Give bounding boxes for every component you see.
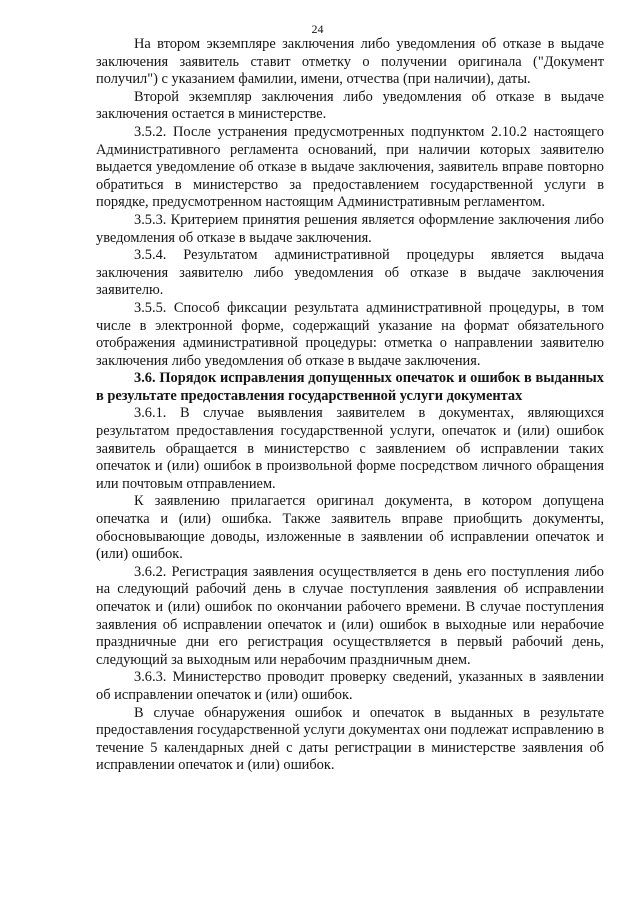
paragraph: 3.6.2. Регистрация заявления осуществляется в день его поступления либо на следующий рабочий день в случае поступления заявления об исправлении опечаток и (или) ошибок по окончании рабочего времени. В случае поступления заявления об исправлении опечаток и (или) ошибок в выходные или нерабочие праздничные дни его регистрация осуществляется в первый рабочий день, следующий за выходным или нерабочим праздничным днем. [96,563,604,668]
paragraph: В случае обнаружения ошибок и опечаток в выданных в результате предоставления государственной услуги документах они подлежат исправлению в течение 5 календарных дней с даты регистрации в министерстве заявления об исправлении опечаток и (или) ошибок. [96,704,604,774]
paragraph: 3.5.3. Критерием принятия решения является оформление заключения либо уведомления об отказе в выдаче заключения. [96,211,604,246]
paragraph: 3.5.2. После устранения предусмотренных подпунктом 2.10.2 настоящего Административного регламента оснований, при наличии которых заявителю выдается уведомление об отказе в выдаче заключения, заявитель вправе повторно обратиться в министерство за предоставлением государственной услуги в порядке, предусмотренном настоящим Административным регламентом. [96,123,604,211]
page-number: 24 [311,22,324,36]
section-heading: 3.6. Порядок исправления допущенных опечаток и ошибок в выданных в результате предоставления государственной услуги документах [96,370,604,404]
document-body [96,36,604,775]
paragraph: 3.5.5. Способ фиксации результата административной процедуры, в том числе в электронной форме, содержащий указание на формат обязательного отображения административной процедуры: отметка о направлении заявителю заключения либо уведомления об отказе в выдаче заключения. [96,299,604,369]
paragraph: Второй экземпляр заключения либо уведомления об отказе в выдаче заключения остается в министерстве. [96,88,604,123]
paragraph: На втором экземпляре заключения либо уведомления об отказе в выдаче заключения заявитель ставит отметку о получении оригинала ("Документ получил") с указанием фамилии, имени, отчества (при наличии), даты. [96,36,604,88]
paragraph: 3.5.4. Результатом административной процедуры является выдача заключения заявителю либо уведомления об отказе в выдаче заключения заявителю. [96,247,604,299]
paragraph: 3.6.1. В случае выявления заявителем в документах, являющихся результатом предоставления государственной услуги, опечаток и (или) ошибок заявитель обращается в министерство с заявлением об исправлении таких опечаток и (или) ошибок в произвольной форме посредством личного обращения или почтовым отправлением. [96,405,604,492]
paragraph: К заявлению прилагается оригинал документа, в котором допущена опечатка и (или) ошибка. Также заявитель вправе приобщить документы, обосновывающие доводы, изложенные в заявлении об исправлении опечаток и (или) ошибок. [96,493,604,563]
paragraph: 3.6.3. Министерство проводит проверку сведений, указанных в заявлении об исправлении опечаток и (или) ошибок. [96,669,604,703]
